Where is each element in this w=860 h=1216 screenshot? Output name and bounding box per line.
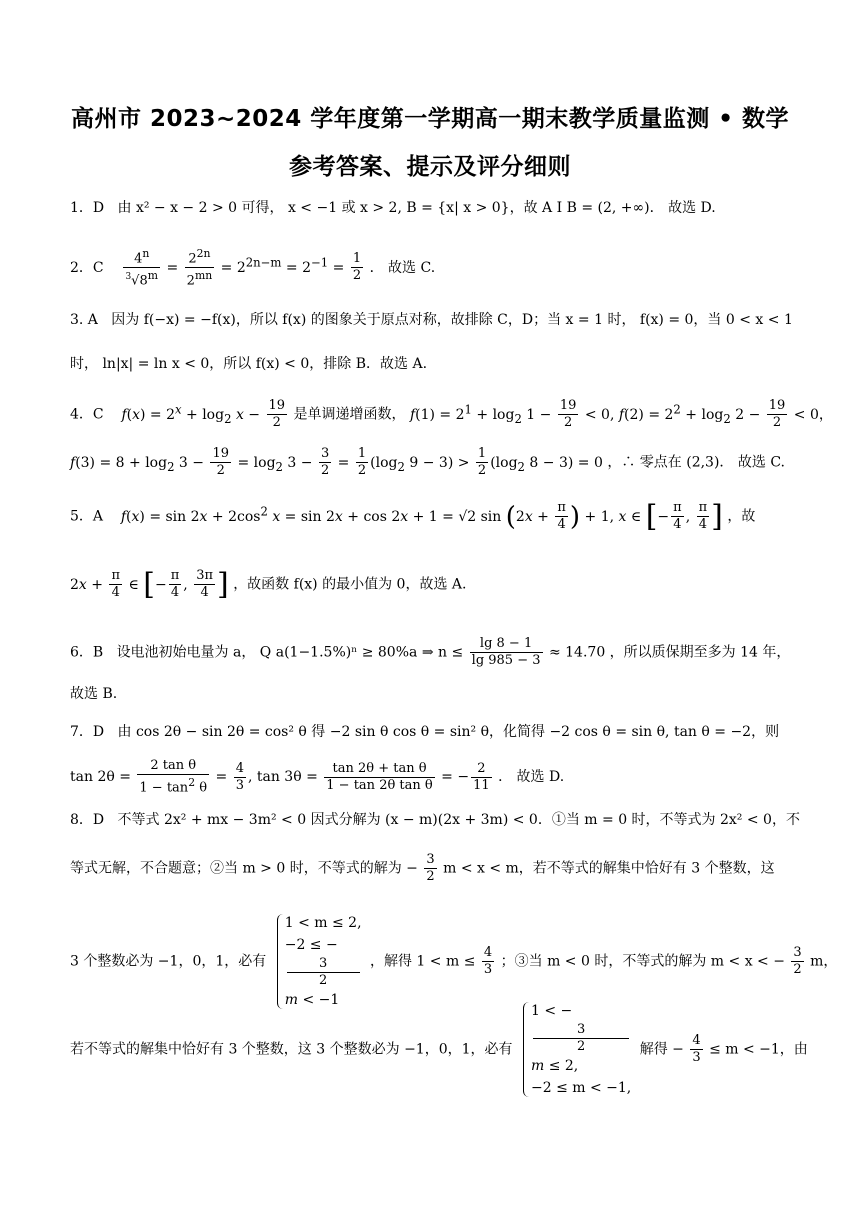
answer-8-text-4c: ≤ m < −1，由 xyxy=(709,1041,808,1058)
answer-8-text-3d: m， xyxy=(810,953,838,970)
answer-8-case-system-2: 1 < − 3 2 m ≤ 2, −2 ≤ m < −1, xyxy=(521,1000,631,1099)
answer-7-number: 7．D xyxy=(70,724,105,740)
page-title: 高州市 2023~2024 学年度第一学期高一期末教学质量监测 • 数学 xyxy=(70,106,790,132)
answer-1-text: 由 x² − x − 2 > 0 可得， x < −1 或 x > 2, B = {x| x > 0}，故 A I B = (2, +∞)． 故选 D. xyxy=(117,200,716,216)
answer-1-number: 1．D xyxy=(70,200,105,216)
answer-5-text-2: ，故函数 f(x) 的最小值为 0，故选 A. xyxy=(233,576,467,593)
answer-5-line-1 xyxy=(70,500,790,533)
answer-4-formula-3: $f(3) = 8 + \log_2 3$ − $\frac{19}{2}$ = $\log_2 3$ − $\frac{3}{2}$ = $\frac{1}{2}$ ($\log_2$ 9 − 3) > $\frac{1}{2}$ ($\log_2$ 8 − 3) = 0 xyxy=(70,446,608,478)
answer-5-text-1: ，故 xyxy=(727,508,756,525)
answer-8-text-3c: ；③当 m < 0 时，不等式的解为 m < x < − xyxy=(500,953,785,970)
answer-7-text-1: 由 cos 2θ − sin 2θ = cos² θ 得 −2 sin θ cos θ = sin² θ，化简得 −2 cos θ = sin θ, tan θ = −2，则 xyxy=(117,724,780,740)
answer-3-text-1: 因为 f(−x) = −f(x)，所以 f(x) 的图象关于原点对称，故排除 C，D；当 x = 1 时， f(x) = 0，当 0 < x < 1 xyxy=(111,312,793,328)
answer-7-formula: tan 2θ = $\frac{\text{2 tan θ}}{1 - \tan^2 \theta}$ = $\frac{4}{3}$ , tan 3θ = $\frac{\text{tan 2θ + tan θ}}{\text{1 − tan 2θ tan θ}}$ = − $\frac{2}{11}$ xyxy=(70,758,490,796)
answer-3-number: 3. A xyxy=(70,312,98,328)
answer-4-number: 4．C xyxy=(70,406,104,423)
answer-8-line-4: 若不等式的解集中恰好有 3 个整数，这 3 个整数必为 −1，0，1，必有 1 < − 3 2 m ≤ 2, −2 ≤ m < −1, 解得 − $\frac{4}{3}$ ≤ m < −1，由 xyxy=(70,1000,790,1099)
answer-6-text-3: 故选 B. xyxy=(70,686,118,702)
answer-6-line-2 xyxy=(70,684,790,704)
answer-8-text-3b: ，解得 1 < m ≤ xyxy=(369,953,476,970)
answer-4-text-2: ，∴ 零点在 (2,3)． 故选 C. xyxy=(607,454,785,471)
answer-2-number: 2．C xyxy=(70,259,104,276)
answer-8-line-2: 等式无解，不合题意；②当 m > 0 时，不等式的解为 − $\frac{3}{2}$ m < x < m，若不等式的解集中恰好有 3 个整数，这 xyxy=(70,852,775,884)
answer-6-number: 6．B xyxy=(70,644,104,661)
answer-5-line-2 xyxy=(70,568,790,601)
answer-4-line-2 xyxy=(70,446,790,479)
answer-8-text-2b: m < x < m，若不等式的解集中恰好有 3 个整数，这 xyxy=(443,860,775,877)
answer-8-text-3a: 3 个整数必为 −1，0，1，必有 xyxy=(70,953,267,970)
answer-8-text-2a: 等式无解，不合题意；②当 m > 0 时，不等式的解为 − xyxy=(70,860,418,877)
answer-3-line-2 xyxy=(70,354,790,374)
answer-2-formula: $\frac{4^n}{^3√8^m}$ = $\frac{2^{2n}}{2^{mn}}$ = $2^{2n-m} = 2^{-1}$ = $\frac{1}{2}$ xyxy=(125,247,362,289)
answer-4-formula-2: $f(1) = 2^1 + \log_2 1$ − $\frac{19}{2}$ < 0, $f(2) = 2^2 + \log_2 2$ − $\frac{19}{2}$ < 0， xyxy=(409,398,833,430)
answer-1 xyxy=(70,198,790,218)
answer-6-text-2: ≈ 14.70 ，所以质保期至多为 14 年， xyxy=(548,644,791,661)
answer-8-text-1: 不等式 2x² + mx − 3m² < 0 因式分解为 (x − m)(2x + 3m) < 0．①当 m = 0 时，不等式为 2x² < 0，不 xyxy=(117,812,800,828)
answer-5-formula-2: 2x + $\frac{\pi}{4}$ ∈ [− $\frac{\pi}{4}$ , $\frac{3\pi}{4}$ ] xyxy=(70,566,229,602)
answer-6-line-1 xyxy=(70,636,790,669)
answer-2 xyxy=(70,246,790,290)
answer-4-formula-1: $f(x) = 2^x + \log_2 x$ − $\frac{19}{2}$ xyxy=(121,398,286,430)
answer-5-number: 5．A xyxy=(70,508,104,525)
answer-8-text-4a: 若不等式的解集中恰好有 3 个整数，这 3 个整数必为 −1，0，1，必有 xyxy=(70,1041,513,1058)
answer-6-text-1: 设电池初始电量为 a， Q a(1−1.5%)ⁿ ≥ 80%a ⇒ n ≤ xyxy=(116,644,464,661)
answer-5-formula-1: $f(x) = \sin 2x + 2\cos^2$ x = sin 2x + cos 2x + 1 = √2 sin (2x + $\frac{\pi}{4}$ ) + 1, x ∈ [− $\frac{\pi}{4}$ , $\frac{\pi}{4}$ ] xyxy=(120,498,723,534)
answer-3-line-1 xyxy=(70,310,793,330)
answer-7-line-2 xyxy=(70,758,790,796)
answer-8-text-4b: 解得 − xyxy=(639,1041,684,1058)
answer-4-text-1: 是单调递增函数， xyxy=(293,406,406,423)
answer-4-line-1 xyxy=(70,398,833,431)
answer-8-line-3: 3 个整数必为 −1，0，1，必有 1 < m ≤ 2, −2 ≤ − 3 2 m < −1 ，解得 1 < m ≤ $\frac{4}{3}$ ；③当 m < 0 时，不等式的解为 m < x < − $\frac{3}{2}$ m， xyxy=(70,912,790,1011)
page-subtitle: 参考答案、提示及评分细则 xyxy=(289,154,571,180)
answer-8-case-system-1: 1 < m ≤ 2, −2 ≤ − 3 2 m < −1 xyxy=(275,912,362,1011)
answer-8-line-1 xyxy=(70,810,800,830)
answer-8-number: 8．D xyxy=(70,812,105,828)
answer-7-text-2: ． 故选 D. xyxy=(498,769,565,786)
answer-2-text: ． 故选 C. xyxy=(369,259,436,276)
answer-3-text-2: 时， ln|x| = ln x < 0，所以 f(x) < 0，排除 B．故选 A. xyxy=(70,356,428,372)
answer-6-fraction: $\frac{\lg 8 - 1}{\lg 985 - 3}$ xyxy=(471,636,541,668)
answer-7-line-1 xyxy=(70,722,790,742)
